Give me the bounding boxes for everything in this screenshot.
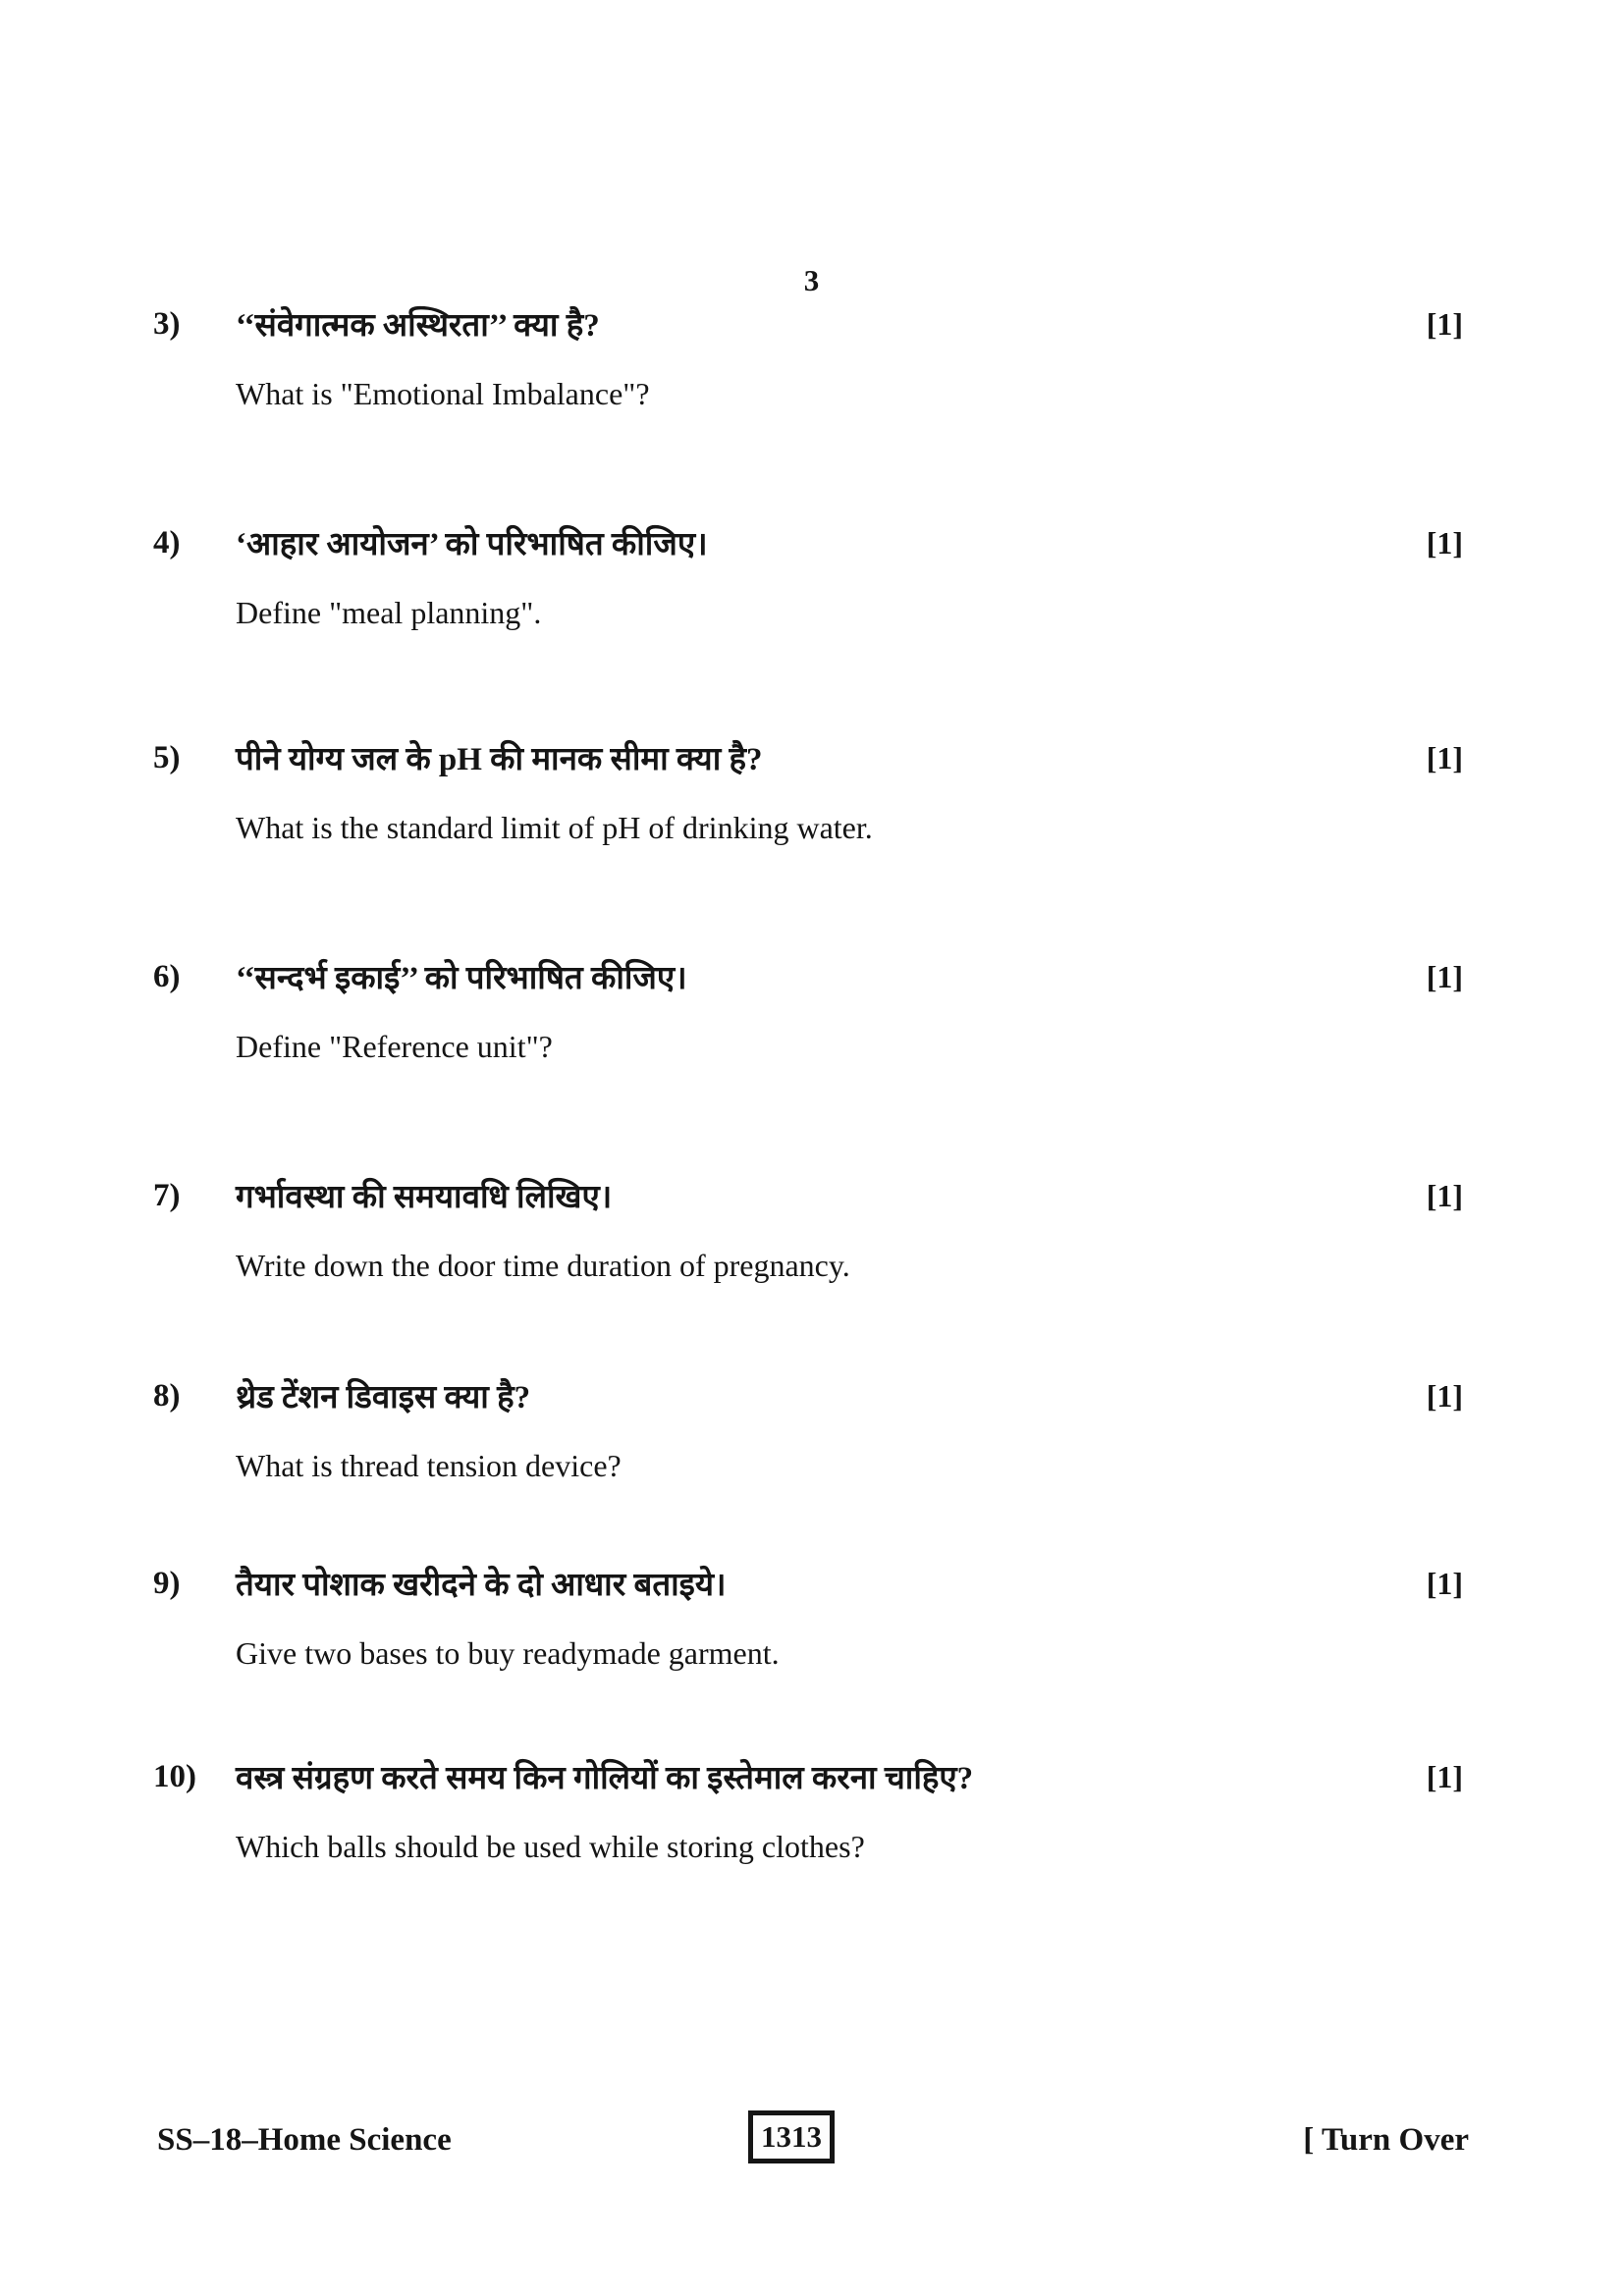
question-text-english: Write down the door time duration of pregnancy. bbox=[236, 1248, 850, 1284]
question-number: 4) bbox=[153, 525, 181, 561]
question-text-hindi: ‘‘सन्दर्भ इकाई’’ को परिभाषित कीजिए। bbox=[236, 961, 687, 996]
question-marks: [1] bbox=[1426, 525, 1463, 561]
question-text-hindi: वस्त्र संग्रहण करते समय किन गोलियों का इस्तेमाल करना चाहिए? bbox=[236, 1761, 974, 1796]
question-text-hindi: गर्भावस्था की समयावधि लिखिए। bbox=[236, 1180, 613, 1215]
paper-number-box: 1313 bbox=[748, 2110, 835, 2163]
question-marks: [1] bbox=[1426, 1378, 1463, 1414]
question-text-english: What is the standard limit of pH of drinking water. bbox=[236, 810, 873, 846]
question-marks: [1] bbox=[1426, 306, 1463, 342]
question-text-english: Give two bases to buy readymade garment. bbox=[236, 1635, 780, 1672]
question-text-hindi: तैयार पोशाक खरीदने के दो आधार बताइये। bbox=[236, 1568, 727, 1603]
question-marks: [1] bbox=[1426, 740, 1463, 775]
question-3 bbox=[153, 306, 1463, 413]
question-marks: [1] bbox=[1426, 1178, 1463, 1213]
page-footer bbox=[0, 2109, 1624, 2177]
question-4 bbox=[153, 525, 1463, 632]
paper-code-label: SS–18–Home Science bbox=[157, 2122, 452, 2158]
question-number: 3) bbox=[153, 306, 181, 342]
page-number: 3 bbox=[803, 263, 821, 297]
question-9 bbox=[153, 1566, 1463, 1673]
question-text-hindi: ‘‘संवेगात्मक अस्थिरता’’ क्या है? bbox=[236, 308, 600, 344]
question-text-english: Define "Reference unit"? bbox=[236, 1029, 553, 1065]
question-text-english: What is "Emotional Imbalance"? bbox=[236, 376, 650, 412]
question-text-english: Define "meal planning". bbox=[236, 595, 542, 631]
question-number: 8) bbox=[153, 1378, 181, 1414]
question-10 bbox=[153, 1759, 1463, 1866]
question-number: 7) bbox=[153, 1178, 181, 1213]
question-6 bbox=[153, 959, 1463, 1066]
question-7 bbox=[153, 1178, 1463, 1285]
question-number: 5) bbox=[153, 740, 181, 775]
question-text-english: Which balls should be used while storing clothes? bbox=[236, 1829, 865, 1865]
question-text-english: What is thread tension device? bbox=[236, 1448, 622, 1484]
question-marks: [1] bbox=[1426, 1759, 1463, 1794]
question-marks: [1] bbox=[1426, 1566, 1463, 1601]
question-5 bbox=[153, 740, 1463, 847]
question-text-hindi: पीने योग्य जल के pH की मानक सीमा क्या है? bbox=[236, 742, 763, 777]
question-number: 6) bbox=[153, 959, 181, 994]
question-8 bbox=[153, 1378, 1463, 1485]
turn-over-label: [ Turn Over bbox=[1303, 2122, 1469, 2158]
question-marks: [1] bbox=[1426, 959, 1463, 994]
question-text-hindi: ‘आहार आयोजन’ को परिभाषित कीजिए। bbox=[236, 527, 708, 562]
question-number: 9) bbox=[153, 1566, 181, 1601]
question-text-hindi: थ्रेड टेंशन डिवाइस क्या है? bbox=[236, 1380, 531, 1415]
question-number: 10) bbox=[153, 1759, 196, 1794]
